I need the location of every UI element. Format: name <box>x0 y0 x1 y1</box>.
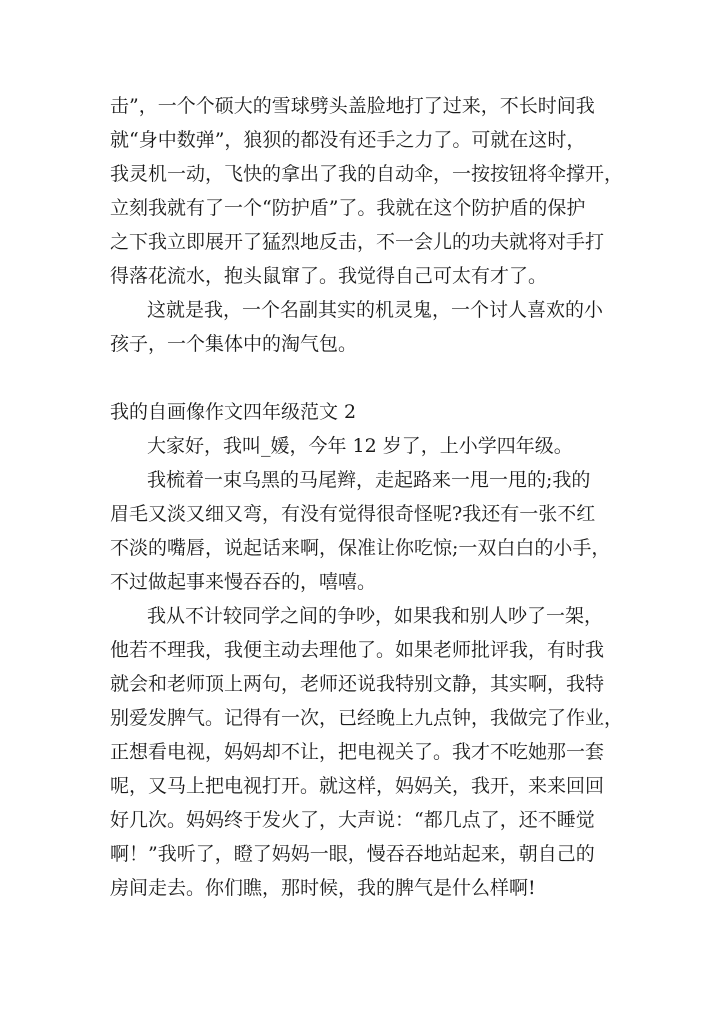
text-line: 我从不计较同学之间的争吵，如果我和别人吵了一架， <box>147 605 604 627</box>
text-line: 孩子，一个集体中的淘气包。 <box>110 333 358 355</box>
text-line: 这就是我，一个名副其实的机灵鬼，一个讨人喜欢的小 <box>147 299 604 321</box>
text-line: 好几次。妈妈终于发火了，大声说：“都几点了，还不睡觉 <box>110 809 595 831</box>
text-line: 不淡的嘴唇，说起话来啊，保准让你吃惊;一双白白的小手， <box>110 537 611 559</box>
text-line: 别爱发脾气。记得有一次，已经晚上九点钟，我做完了作业， <box>110 707 624 729</box>
text-line: 他若不理我，我便主动去理他了。如果老师批评我，有时我 <box>110 639 605 661</box>
text-line: 呢，又马上把电视打开。就这样，妈妈关，我开，来来回回 <box>110 775 605 797</box>
section-title: 我的自画像作文四年级范文 2 <box>110 401 357 423</box>
text-line: 之下我立即展开了猛烈地反击，不一会儿的功夫就将对手打 <box>110 231 605 253</box>
text-line: 击”，一个个硕大的雪球劈头盖脸地打了过来，不长时间我 <box>110 95 595 117</box>
text-line: 我梳着一束乌黑的马尾辫，走起路来一甩一甩的;我的 <box>147 469 591 491</box>
text-line: 立刻我就有了一个“防护盾”了。我就在这个防护盾的保护 <box>110 197 586 219</box>
text-line: 大家好，我叫_媛，今年 12 岁了，上小学四年级。 <box>147 435 573 457</box>
text-line: 正想看电视，妈妈却不让，把电视关了。我才不吃她那一套 <box>110 741 605 763</box>
text-line: 我灵机一动，飞快的拿出了我的自动伞，一按按钮将伞撑开， <box>110 163 624 185</box>
text-line: 就“身中数弹”，狼狈的都没有还手之力了。可就在这时， <box>110 129 586 151</box>
text-line: 就会和老师顶上两句，老师还说我特别文静，其实啊，我特 <box>110 673 605 695</box>
text-line: 房间走去。你们瞧，那时候，我的脾气是什么样啊! <box>110 877 536 899</box>
text-line: 不过做起事来慢吞吞的，嘻嘻。 <box>110 571 377 593</box>
text-line: 眉毛又淡又细又弯，有没有觉得很奇怪呢?我还有一张不红 <box>110 503 596 525</box>
text-line: 啊！”我听了，瞪了妈妈一眼，慢吞吞地站起来，朝自己的 <box>110 843 595 865</box>
text-line: 得落花流水，抱头鼠窜了。我觉得自己可太有才了。 <box>110 265 548 287</box>
